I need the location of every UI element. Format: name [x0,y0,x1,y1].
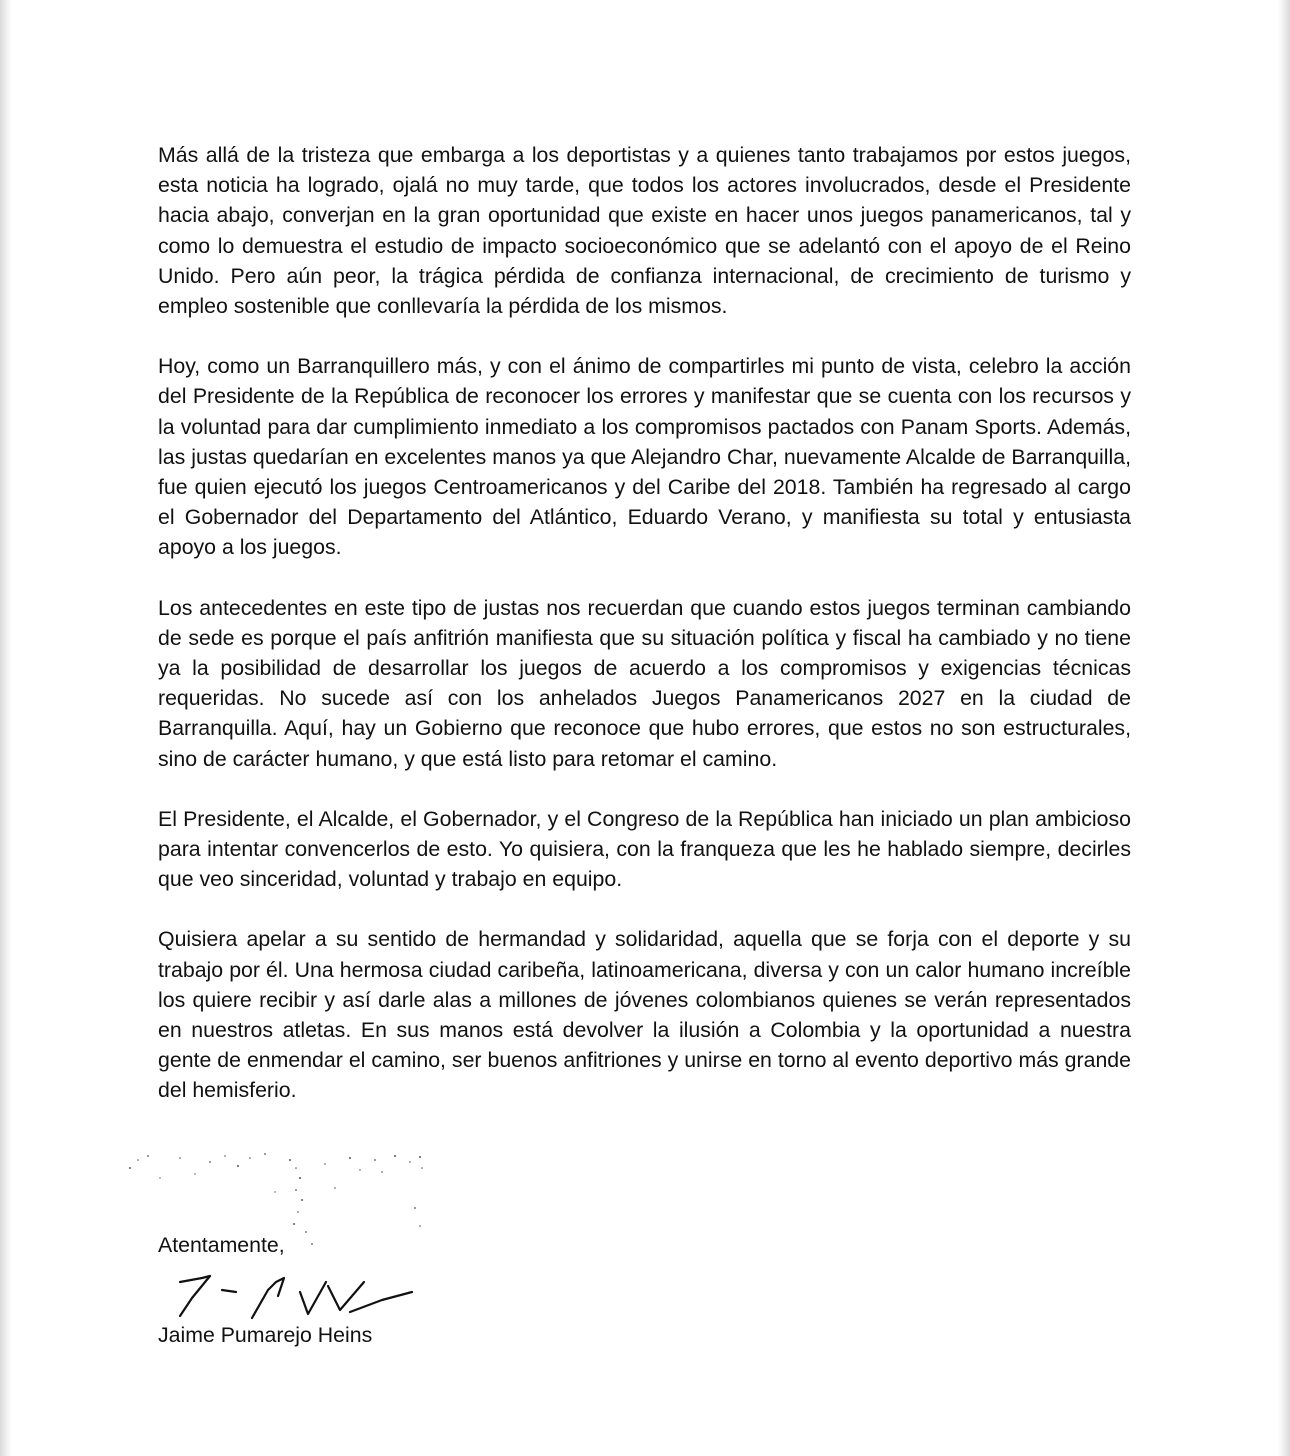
paragraph-1: Más allá de la tristeza que embarga a los deportistas y a quienes tanto trabajamos por estos juegos, esta noticia ha logrado, ojalá no muy tarde, que todos los actores involucrados, desde el Presidente hacia abajo, converjan en la gran oportunidad que existe en hacer unos juegos panamericanos, tal y como lo demuestra el estudio de impacto socioeconómico que se adelantó con el apoyo de el Reino Unido. Pero aún peor, la trágica pérdida de confianza internacional, de crecimiento de turismo y empleo sostenible que conllevaría la pérdida de los mismos. [158,143,1131,319]
page-right-edge [1278,0,1290,1456]
paragraph-4: El Presidente, el Alcalde, el Gobernador, y el Congreso de la República han iniciado un plan ambicioso para intentar convencerlos de esto. Yo quisiera, con la franqueza que les he hablado siempre, decirles que veo sinceridad, voluntad y trabajo en equipo. [158,806,1131,892]
paragraph-3: Los antecedentes en este tipo de justas nos recuerdan que cuando estos juegos terminan cambiando de sede es porque el país anfitrión manifiesta que su situación política y fiscal ha cambiado y no tiene ya la posibilidad de desarrollar los juegos de acuerdo a los compromisos y exigencias técnicas requeridas. No sucede así con los anhelados Juegos Panamericanos 2027 en la ciudad de Barranquilla. Aquí, hay un Gobierno que reconoce que hubo errores, que estos no son estructurales, sino de carácter humano, y que está listo para retomar el camino. [158,595,1131,771]
paragraph-5: Quisiera apelar a su sentido de hermandad y solidaridad, aquella que se forja con el deporte y su trabajo por él. Una hermosa ciudad caribeña, latinoamericana, diversa y con un calor humano increíble los quiere recibir y así darle alas a millones de jóvenes colombianos quienes se verán representados en nuestros atletas. En sus manos está devolver la ilusión a Colombia y la oportunidad a nuestra gente de enmendar el camino, ser buenos anfitriones y unirse en torno al evento deportivo más grande del hemisferio. [158,927,1131,1103]
signer-name: Jaime Pumarejo Heins [158,1323,373,1347]
paragraph-2: Hoy, como un Barranquillero más, y con el ánimo de compartirles mi punto de vista, celebro la acción del Presidente de la República de reconocer los errores y manifestar que se cuenta con los recursos y la voluntad para dar cumplimiento inmediato a los compromisos pactados con Panam Sports. Además, las justas quedarían en excelentes manos ya que Alejandro Char, nuevamente Alcalde de Barranquilla, fue quien ejecutó los juegos Centroamericanos y del Caribe del 2018. También ha regresado al cargo el Gobernador del Departamento del Atlántico, Eduardo Verano, y manifiesta su total y entusiasta apoyo a los juegos. [158,354,1131,560]
handwritten-signature [150,1268,440,1328]
closing-salutation: Atentamente, [158,1233,285,1257]
letter-body [158,140,1131,1136]
page-left-edge [0,0,12,1456]
